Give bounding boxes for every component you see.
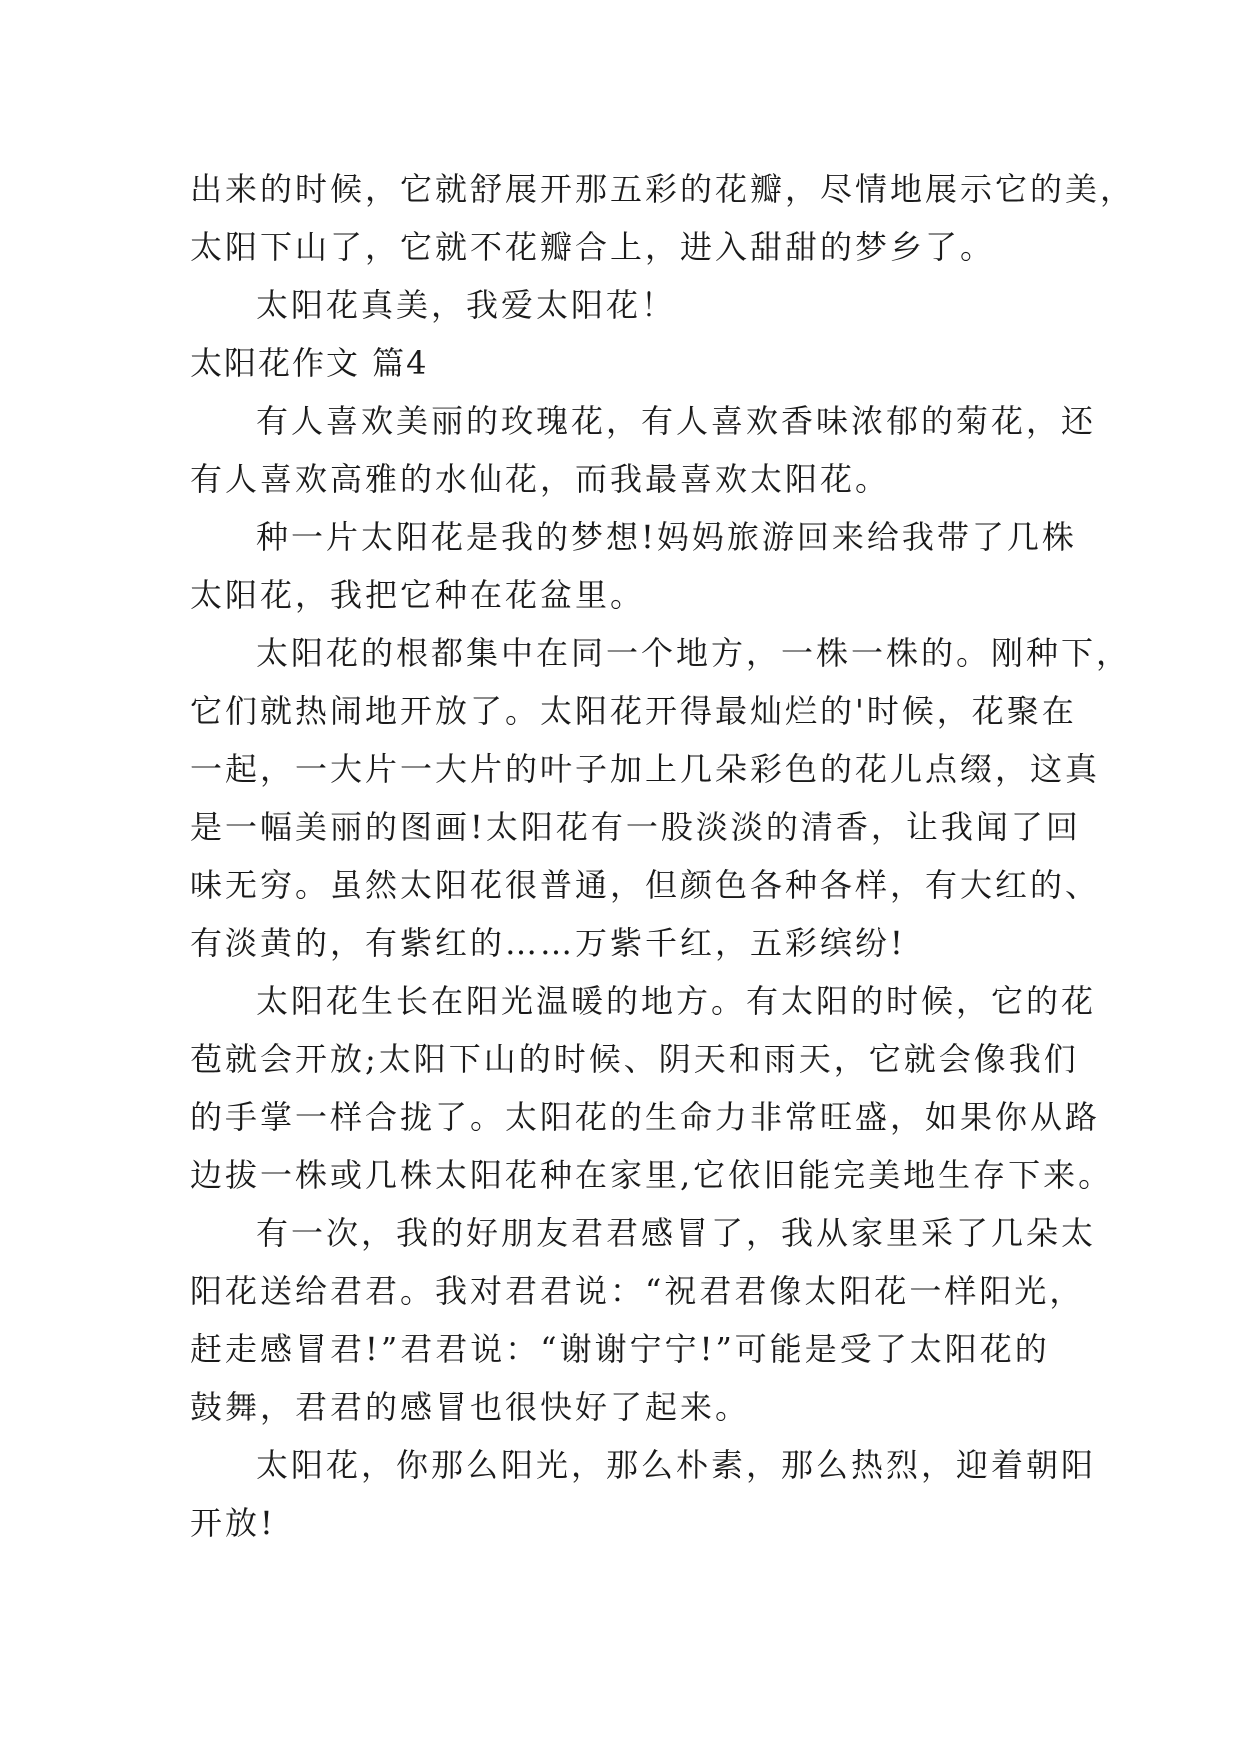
text-line: 它们就热闹地开放了。太阳花开得最灿烂的'时候，花聚在 (190, 692, 1077, 730)
text-line: 鼓舞，君君的感冒也很快好了起来。 (190, 1388, 751, 1426)
text-line: 有人喜欢高雅的水仙花，而我最喜欢太阳花。 (190, 460, 891, 498)
text-line: 苞就会开放;太阳下山的时候、阴天和雨天，它就会像我们 (190, 1040, 1079, 1078)
text-line: 边拔一株或几株太阳花种在家里,它依旧能完美地生存下来。 (190, 1156, 1114, 1194)
text-line: 开放! (190, 1504, 276, 1542)
text-line: 赶走感冒君!”君君说：“谢谢宁宁!”可能是受了太阳花的 (190, 1330, 1050, 1368)
text-line: 有一次，我的好朋友君君感冒了，我从家里采了几朵太 (256, 1214, 1097, 1252)
text-line: 太阳花，你那么阳光，那么朴素，那么热烈，迎着朝阳 (256, 1446, 1097, 1484)
text-line: 太阳花的根都集中在同一个地方，一株一株的。刚种下， (256, 634, 1132, 672)
text-line: 一起，一大片一大片的叶子加上几朵彩色的花儿点缀，这真 (190, 750, 1101, 788)
text-line: 阳花送给君君。我对君君说：“祝君君像太阳花一样阳光， (190, 1272, 1085, 1310)
text-line: 出来的时候，它就舒展开那五彩的花瓣，尽情地展示它的美， (190, 170, 1136, 208)
section-heading: 太阳花作文 篇4 (190, 344, 429, 382)
text-line: 太阳下山了，它就不花瓣合上，进入甜甜的梦乡了。 (190, 228, 996, 266)
text-line: 太阳花真美，我爱太阳花！ (256, 286, 677, 324)
text-line: 是一幅美丽的图画!太阳花有一股淡淡的清香，让我闻了回 (190, 808, 1081, 846)
essay-text (190, 160, 1136, 1552)
text-line: 种一片太阳花是我的梦想!妈妈旅游回来给我带了几株 (256, 518, 1077, 556)
text-line: 太阳花生长在阳光温暖的地方。有太阳的时候，它的花 (256, 982, 1097, 1020)
text-line: 太阳花，我把它种在花盆里。 (190, 576, 646, 614)
text-line: 的手掌一样合拢了。太阳花的生命力非常旺盛，如果你从路 (190, 1098, 1101, 1136)
text-line: 有淡黄的，有紫红的……万紫千红，五彩缤纷! (190, 924, 906, 962)
text-line: 味无穷。虽然太阳花很普通，但颜色各种各样，有大红的、 (190, 866, 1101, 904)
text-line: 有人喜欢美丽的玫瑰花，有人喜欢香味浓郁的菊花，还 (256, 402, 1097, 440)
